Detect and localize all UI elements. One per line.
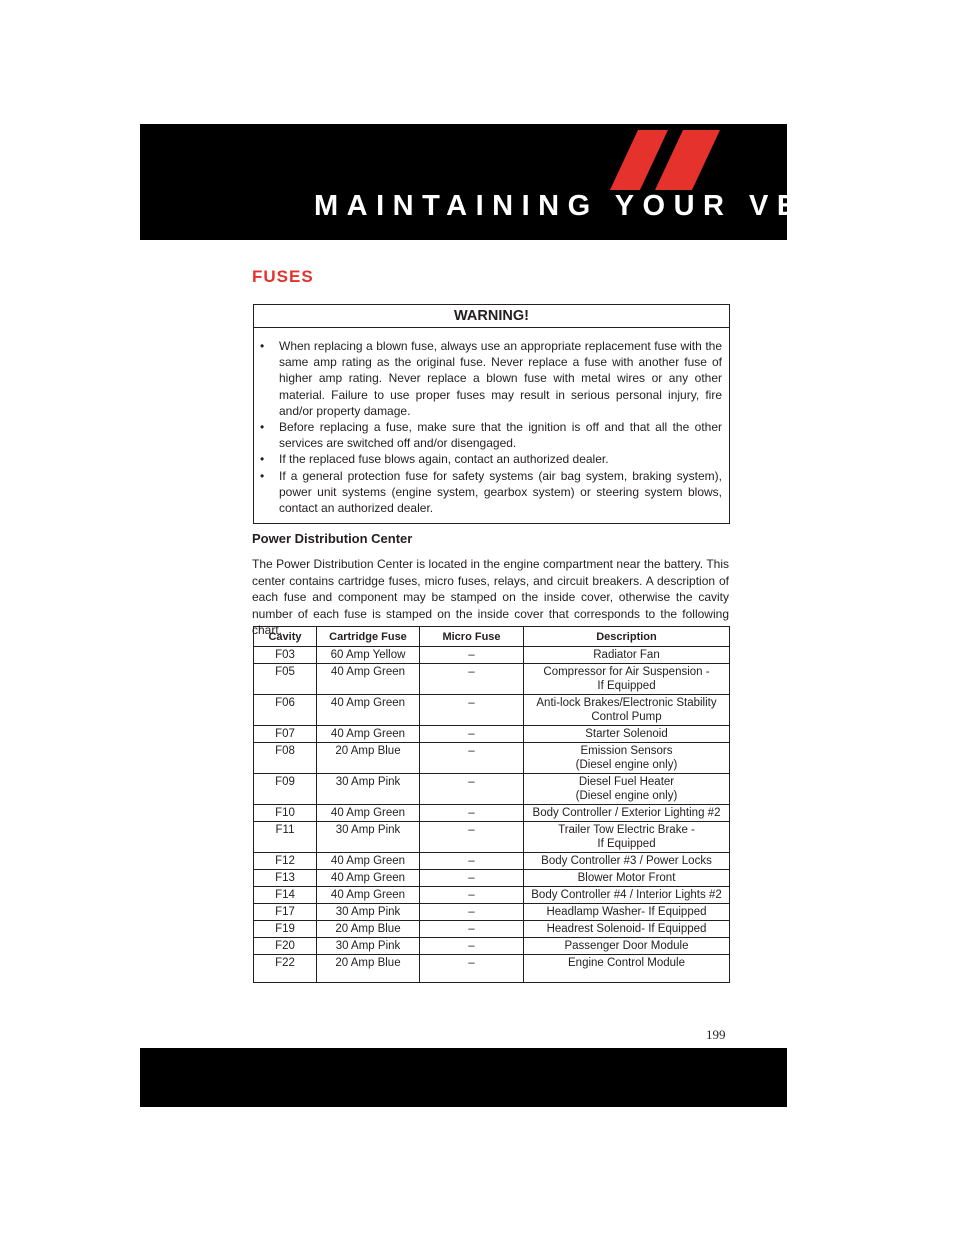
fuse-table [253, 626, 730, 983]
table-header-row [254, 627, 730, 647]
cell-cavity: F08 [254, 743, 317, 774]
cell-cavity: F17 [254, 904, 317, 921]
cell-description: Starter Solenoid [524, 726, 730, 743]
cell-micro-fuse: – [420, 921, 524, 938]
table-row [254, 805, 730, 822]
table-row [254, 822, 730, 853]
warning-item: • When replacing a blown fuse, always use an appropriate replacement fuse with the same amp rating as the original fuse. Never replace a fuse with another fuse of higher amp rating. Never replace a blown fuse with metal wires or any other material. Failure to use proper fuses may result in serious personal injury, fire and/or property damage. [279, 338, 722, 419]
cell-cavity: F13 [254, 870, 317, 887]
brand-stripes-icon [610, 130, 720, 190]
warning-item: • If the replaced fuse blows again, contact an authorized dealer. [279, 451, 722, 467]
table-row [254, 647, 730, 664]
cell-cartridge-fuse: 60 Amp Yellow [317, 647, 420, 664]
table-row [254, 743, 730, 774]
cell-description: Radiator Fan [524, 647, 730, 664]
cell-description: Blower Motor Front [524, 870, 730, 887]
cell-cartridge-fuse: 20 Amp Blue [317, 955, 420, 983]
cell-description: Diesel Fuel Heater (Diesel engine only) [524, 774, 730, 805]
table-body [254, 647, 730, 983]
warning-item: • If a general protection fuse for safety systems (air bag system, braking system), power unit systems (engine system, gearbox system) or steering system blows, contact an authorized dealer. [279, 468, 722, 517]
cell-cartridge-fuse: 40 Amp Green [317, 805, 420, 822]
cell-cartridge-fuse: 30 Amp Pink [317, 822, 420, 853]
warning-item: • Before replacing a fuse, make sure that the ignition is off and that all the other services are switched off and/or disengaged. [279, 419, 722, 451]
cell-cavity: F05 [254, 664, 317, 695]
cell-cavity: F14 [254, 887, 317, 904]
cell-cavity: F07 [254, 726, 317, 743]
cell-cartridge-fuse: 40 Amp Green [317, 726, 420, 743]
cell-micro-fuse: – [420, 664, 524, 695]
cell-description: Anti-lock Brakes/Electronic Stability Control Pump [524, 695, 730, 726]
cell-cavity: F03 [254, 647, 317, 664]
table-row [254, 726, 730, 743]
cell-description: Headlamp Washer- If Equipped [524, 904, 730, 921]
cell-description: Trailer Tow Electric Brake - If Equipped [524, 822, 730, 853]
cell-micro-fuse: – [420, 695, 524, 726]
cell-micro-fuse: – [420, 887, 524, 904]
table-row [254, 904, 730, 921]
warning-list [254, 328, 729, 516]
cell-description: Headrest Solenoid- If Equipped [524, 921, 730, 938]
footer-bar [140, 1048, 787, 1107]
cell-cartridge-fuse: 40 Amp Green [317, 695, 420, 726]
table-row [254, 955, 730, 983]
cell-micro-fuse: – [420, 938, 524, 955]
cell-micro-fuse: – [420, 904, 524, 921]
table-row [254, 664, 730, 695]
cell-cavity: F22 [254, 955, 317, 983]
cell-micro-fuse: – [420, 955, 524, 983]
table-row [254, 774, 730, 805]
cell-cavity: F10 [254, 805, 317, 822]
cell-description: Body Controller #4 / Interior Lights #2 [524, 887, 730, 904]
cell-description: Compressor for Air Suspension - If Equipped [524, 664, 730, 695]
cell-cartridge-fuse: 20 Amp Blue [317, 921, 420, 938]
cell-cartridge-fuse: 30 Amp Pink [317, 904, 420, 921]
table-row [254, 938, 730, 955]
subsection-title: Power Distribution Center [252, 531, 413, 546]
cell-micro-fuse: – [420, 853, 524, 870]
cell-cavity: F20 [254, 938, 317, 955]
cell-micro-fuse: – [420, 774, 524, 805]
warning-title: WARNING! [254, 305, 729, 328]
table-row [254, 695, 730, 726]
chapter-header-bar [140, 124, 935, 240]
cell-cartridge-fuse: 40 Amp Green [317, 853, 420, 870]
column-header-cavity: Cavity [254, 627, 317, 647]
cell-cartridge-fuse: 40 Amp Green [317, 870, 420, 887]
cell-cartridge-fuse: 40 Amp Green [317, 664, 420, 695]
table-row [254, 887, 730, 904]
table-row [254, 870, 730, 887]
cell-cartridge-fuse: 40 Amp Green [317, 887, 420, 904]
cell-micro-fuse: – [420, 726, 524, 743]
table-row [254, 853, 730, 870]
body-paragraph: The Power Distribution Center is located in the engine compartment near the battery. This center contains cartridge fuses, micro fuses, relays, and circuit breakers. A description of each fuse and component may be stamped on the inside cover, otherwise the cavity number of each fuse is stamped on the inside cover that corresponds to the following chart. [252, 557, 729, 637]
cell-description: Body Controller / Exterior Lighting #2 [524, 805, 730, 822]
cell-cavity: F12 [254, 853, 317, 870]
cell-cavity: F11 [254, 822, 317, 853]
chapter-title: MAINTAINING YOUR VEHICLE [314, 190, 935, 222]
section-title: FUSES [252, 267, 314, 286]
warning-box [253, 304, 730, 524]
cell-micro-fuse: – [420, 743, 524, 774]
cell-micro-fuse: – [420, 822, 524, 853]
cell-micro-fuse: – [420, 647, 524, 664]
cell-description: Body Controller #3 / Power Locks [524, 853, 730, 870]
cell-cavity: F09 [254, 774, 317, 805]
cell-cavity: F19 [254, 921, 317, 938]
cell-cartridge-fuse: 30 Amp Pink [317, 774, 420, 805]
cell-description: Engine Control Module [524, 955, 730, 983]
cell-description: Emission Sensors (Diesel engine only) [524, 743, 730, 774]
column-header-micro-fuse: Micro Fuse [420, 627, 524, 647]
column-header-description: Description [524, 627, 730, 647]
cell-cavity: F06 [254, 695, 317, 726]
table-row [254, 921, 730, 938]
cell-description: Passenger Door Module [524, 938, 730, 955]
column-header-cartridge-fuse: Cartridge Fuse [317, 627, 420, 647]
page-number: 199 [706, 1027, 726, 1042]
cell-cartridge-fuse: 30 Amp Pink [317, 938, 420, 955]
cell-micro-fuse: – [420, 870, 524, 887]
cell-micro-fuse: – [420, 805, 524, 822]
cell-cartridge-fuse: 20 Amp Blue [317, 743, 420, 774]
